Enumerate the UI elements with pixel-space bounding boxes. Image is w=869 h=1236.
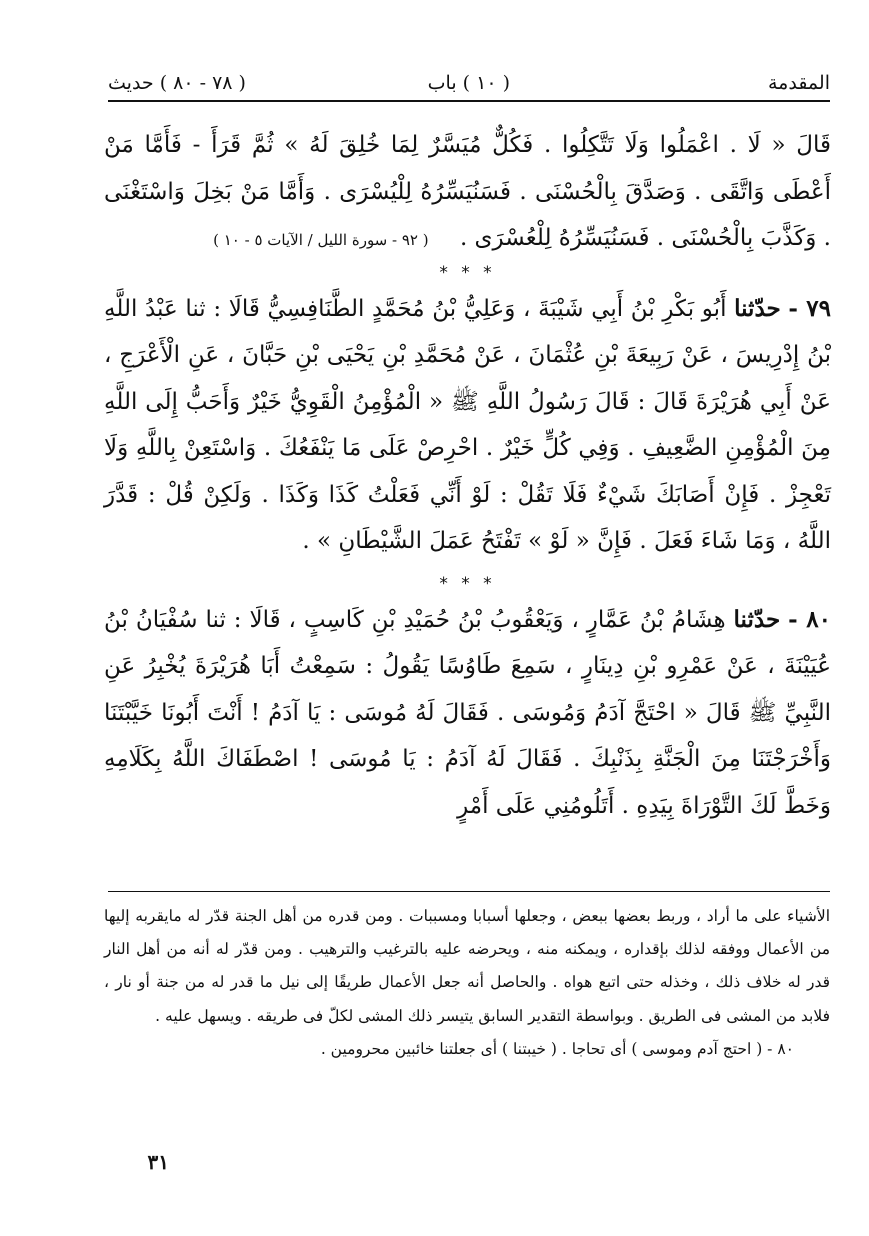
intro-paragraph	[104, 122, 831, 264]
section-separator-1: * * *	[439, 262, 496, 283]
footnote-divider	[108, 891, 830, 892]
header-hadith-range: ( ٧٨ - ٨٠ ) حديث	[108, 72, 246, 94]
hadith-80-text: هِشَامُ بْنُ عَمَّارٍ ، وَيَعْقُوبُ بْنُ حُمَيْدِ بْنِ كَاسِبٍ ، قَالَا : ثنا سُفْيَانُ بْنُ عُيَيْنَةَ ، عَنْ عَمْرِو بْنِ دِينَارٍ ، سَمِعَ طَاوُسًا يَقُولُ : سَمِعْتُ أَبَا هُرَيْرَةَ يُخْبِرُ عَنِ النَّبِيِّ ﷺ قَالَ « احْتَجَّ آدَمُ وَمُوسَى . فَقَالَ لَهُ مُوسَى : يَا آدَمُ ! أَنْتَ أَبُونَا خَيَّبْتَنَا وَأَخْرَجْتَنَا مِنَ الْجَنَّةِ بِذَنْبِكَ . فَقَالَ لَهُ آدَمُ : يَا مُوسَى ! اصْطَفَاكَ اللَّهُ بِكَلَامِهِ وَخَطَّ لَكَ التَّوْرَاةَ بِيَدِهِ . أَتَلُومُنِي عَلَى أَمْرٍ	[104, 606, 831, 819]
intro-text: قَالَ « لَا . اعْمَلُوا وَلَا تَتَّكِلُوا . فَكُلٌّ مُيَسَّرٌ لِمَا خُلِقَ لَهُ » ثُمَّ قَرَأَ - فَأَمَّا مَنْ أَعْطَى وَاتَّقَى . وَصَدَّقَ بِالْحُسْنَى . فَسَنُيَسِّرُهُ لِلْيُسْرَى . وَأَمَّا مَنْ بَخِلَ وَاسْتَغْنَى . وَكَذَّبَ بِالْحُسْنَى . فَسَنُيَسِّرُهُ لِلْعُسْرَى .	[104, 132, 831, 251]
header-divider	[108, 100, 830, 102]
footnotes	[104, 900, 830, 1066]
page-number: ٣١	[147, 1150, 169, 1174]
hadith-79	[104, 286, 831, 565]
hadith-79-number: ٧٩ -	[788, 294, 831, 322]
hadith-80-isnad-marker: حدّثنا	[733, 605, 781, 633]
hadith-79-isnad-marker: حدّثنا	[734, 294, 781, 322]
hadith-79-text: أَبُو بَكْرِ بْنُ أَبِي شَيْبَةَ ، وَعَلِيُّ بْنُ مُحَمَّدٍ الطَّنَافِسِيُّ قَالَا : ثنا عَبْدُ اللَّهِ بْنُ إِدْرِيسَ ، عَنْ رَبِيعَةَ بْنِ عُثْمَانَ ، عَنْ مُحَمَّدِ بْنِ يَحْيَى بْنِ حَبَّانَ ، عَنِ الْأَعْرَجِ ، عَنْ أَبِي هُرَيْرَةَ قَالَ : قَالَ رَسُولُ اللَّهِ ﷺ « الْمُؤْمِنُ الْقَوِيُّ خَيْرٌ وَأَحَبُّ إِلَى اللَّهِ مِنَ الْمُؤْمِنِ الضَّعِيفِ . وَفِي كُلٍّ خَيْرٌ . احْرِصْ عَلَى مَا يَنْفَعُكَ . وَاسْتَعِنْ بِاللَّهِ وَلَا تَعْجِزْ . فَإِنْ أَصَابَكَ شَيْءٌ فَلَا تَقُلْ : لَوْ أَنِّي فَعَلْتُ كَذَا وَكَذَا . وَلَكِنْ قُلْ : قَدَّرَ اللَّهُ ، وَمَا شَاءَ فَعَلَ . فَإِنَّ « لَوْ » تَفْتَحُ عَمَلَ الشَّيْطَانِ » .	[104, 295, 831, 554]
hadith-80	[104, 597, 831, 830]
footnote-continuation: الأشياء على ما أراد ، وربط بعضها ببعض ، وجعلها أسبابا ومسببات . ومن قدره من أهل الجنة قدّر له مايقربه إليها من الأعمال ووفقه لذلك بإقداره ، ويمكنه منه ، ويحرضه عليه بالترغيب والترهيب . ومن قدّر له أنه من أهل النار قدر له خلاف ذلك ، وخذله حتى اتبع هواه . والحاصل أنه جعل الأعمال طريقًا إلى نيل ما قدر له من جنة أو نار ، فلابد من المشى فى الطريق . وبواسطة التقدير السابق يتيسر ذلك المشى لكلّ فى طريقه . ويسهل عليه .	[104, 907, 830, 1025]
footnote-80: ٨٠ - ( احتج آدم وموسى ) أى تحاجا . ( خيبتنا ) أى جعلتنا خائبين محرومين .	[320, 1039, 794, 1058]
hadith-80-number: ٨٠ -	[788, 605, 832, 633]
page-header	[108, 66, 830, 100]
section-separator-2: * * *	[439, 573, 496, 594]
main-text	[104, 122, 831, 829]
header-chapter: ( ١٠ ) باب	[427, 72, 510, 94]
header-section-title: المقدمة	[767, 72, 830, 94]
quran-reference: ( ٩٢ - سورة الليل / الآيات ٥ - ١٠ )	[213, 231, 429, 249]
